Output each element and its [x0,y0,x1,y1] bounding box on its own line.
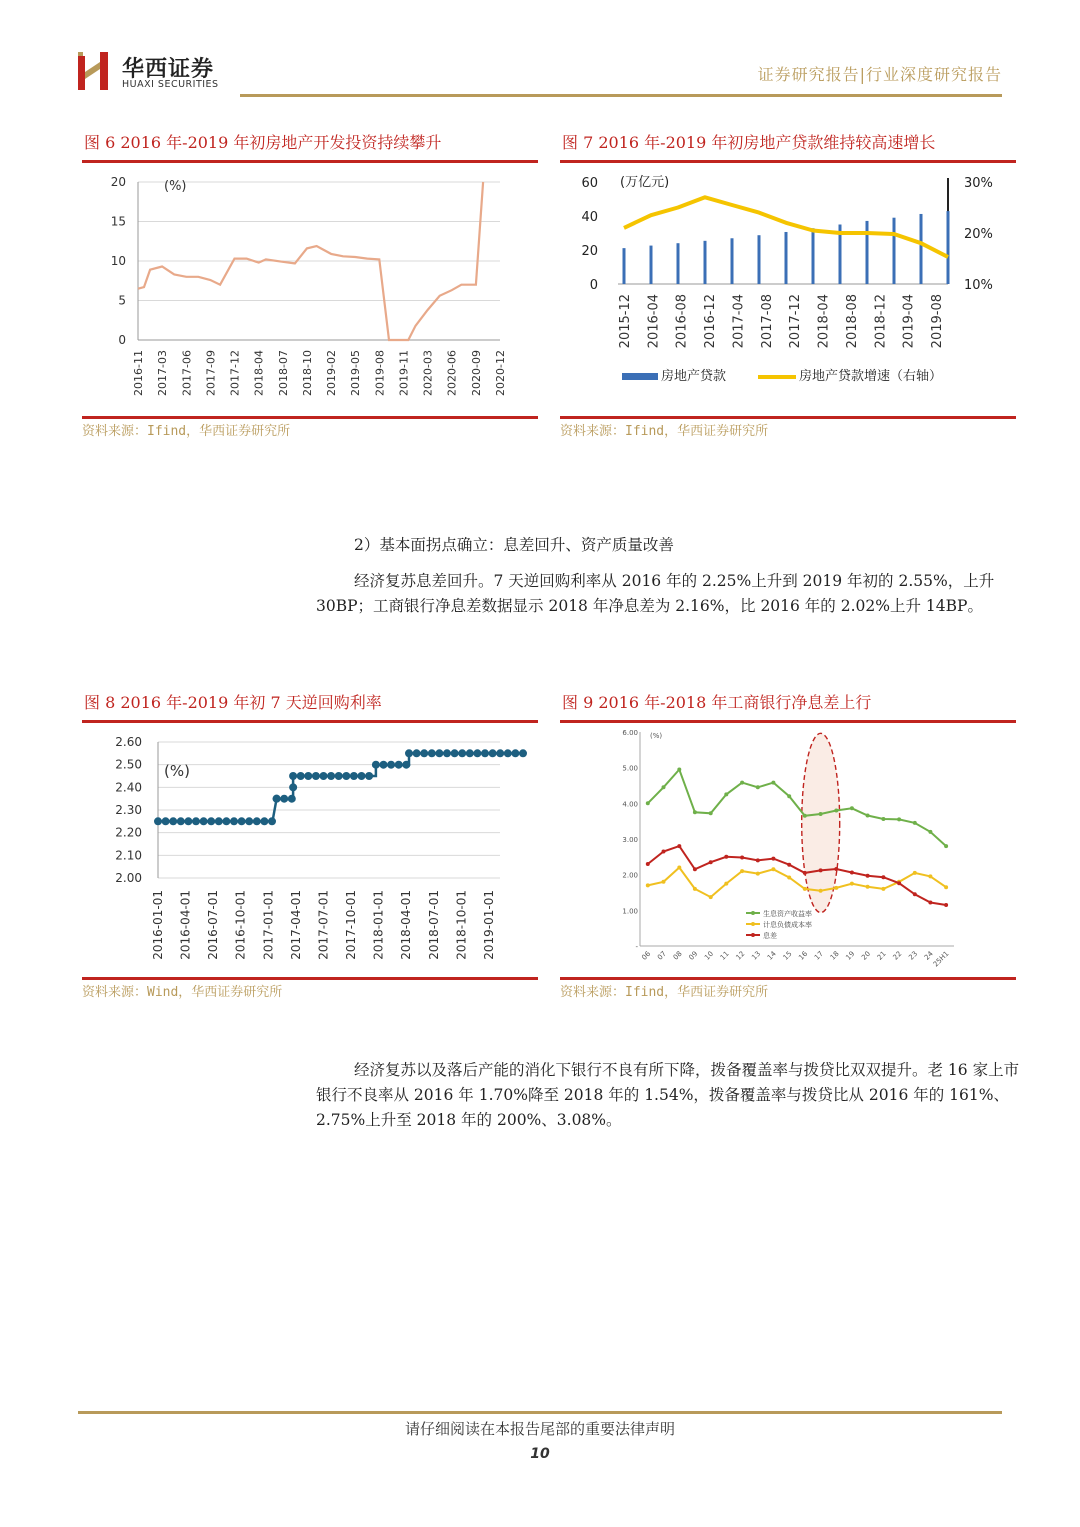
fig9-marker [803,871,807,875]
fig6-ytick-label: 5 [118,293,126,308]
fig6-ytick-label: 0 [118,333,126,347]
fig8-marker [268,817,276,825]
fig8-marker [304,772,312,780]
fig6-title-rule [82,160,538,163]
fig6-xtick-label: 2017-03 [156,350,170,396]
fig8-marker [192,817,200,825]
fig7-bar [650,246,653,284]
fig8-xtick-label: 2018-10-01 [454,890,469,960]
fig8-marker [245,817,253,825]
fig8-marker [504,749,512,757]
fig8-unit-label: (%) [164,762,190,780]
fig8-marker [365,772,373,780]
fig7-xtick-label: 2019-08 [930,294,945,349]
fig9-marker [693,887,697,891]
fig7-xtick-label: 2017-12 [788,294,804,349]
fig9-marker [803,887,807,891]
huaxi-logo-icon [78,52,112,90]
fig8-ytick-label: 2.50 [115,757,142,772]
fig7-bar [623,248,626,284]
fig9-marker [740,856,744,860]
fig7-bar [704,241,707,284]
fig9-xtick-label: 16 [797,949,810,962]
fig8-marker [273,795,281,803]
fig8-marker [402,761,410,769]
fig8-marker [162,817,170,825]
fig8-marker [519,749,527,757]
fig9-xtick-label: 23 [907,949,920,962]
fig9-marker [693,867,697,871]
fig9-marker [646,883,650,887]
fig9-marker [646,862,650,866]
fig6-xtick-label: 2019-08 [373,350,387,396]
fig7-legend-label-bar: 房地产贷款 [661,369,727,384]
fig9-xtick-label: 25H1 [931,949,951,969]
company-name-cn: 华西证券 [122,56,215,82]
fig8-marker [297,772,305,780]
fig8-marker [200,817,208,825]
fig7-bar [785,232,788,284]
fig8-chart [82,728,538,968]
fig9-xtick-label: 18 [828,949,841,962]
fig9-marker [724,882,728,886]
fig9-marker [771,867,775,871]
fig7-title-rule [560,160,1016,163]
fig8-xtick-label: 2018-04-01 [399,890,414,960]
fig9-ytick-label: 3.00 [622,836,638,844]
fig9-marker [913,892,917,896]
fig9-marker [866,885,870,889]
fig8-marker [372,761,380,769]
fig6-bottom-rule [82,416,538,419]
fig9-bottom-rule [560,977,1016,980]
fig9-marker [787,794,791,798]
fig6-ytick-label: 15 [110,214,126,229]
fig9-ytick-label: - [635,943,638,951]
fig9-marker [803,814,807,818]
fig7-ytick-left: 60 [581,176,598,191]
fig7-ytick-left: 20 [581,244,598,259]
fig9-marker [850,882,854,886]
fig7-ytick-right: 30% [964,176,993,191]
fig8-xtick-label: 2018-01-01 [371,890,386,960]
fig7-ytick-left: 0 [589,278,598,293]
fig9-series-line [648,846,946,905]
fig8-source: 资料来源：Wind，华西证券研究所 [82,985,283,1000]
fig9-marker [662,850,666,854]
fig8-marker [405,749,413,757]
fig8-xtick-label: 2019-01-01 [481,890,496,960]
fig9-series-line [648,770,946,847]
fig9-marker [881,875,885,879]
fig9-marker [881,887,885,891]
fig7-bar [920,214,923,284]
fig9-marker [709,860,713,864]
fig8-xtick-label: 2018-07-01 [426,890,441,960]
fig6-xtick-label: 2020-12 [494,350,507,396]
fig6-chart [82,168,538,408]
company-name-en: HUAXI SECURITIES [122,79,219,90]
fig8-xtick-label: 2016-04-01 [178,890,193,960]
fig6-xtick-label: 2018-04 [252,350,266,396]
fig9-marker [928,874,932,878]
fig7-chart [560,168,1016,408]
paragraph-asset-quality: 经济复苏以及落后产能的消化下银行不良有所下降，拨备覆盖率与拨贷比双双提升。老 16 家上市银行不良率从 2016 年 1.70%降至 2018 年的 1.54%，拨备覆盖率与拨贷比从 2016 年的 161%、2.75%上升至 2018 年的 200%、3.08%。 [316,1061,1020,1129]
fig9-legend-label: 生息资产收益率 [763,910,812,918]
fig9-legend-label: 计息负债成本率 [763,921,812,929]
fig9-marker [740,781,744,785]
page-number: 10 [530,1446,550,1462]
fig9-xtick-label: 12 [734,949,747,962]
fig8-marker [222,817,230,825]
fig6-source: 资料来源：Ifind，华西证券研究所 [82,424,291,439]
fig7-ytick-right: 20% [964,227,993,242]
fig9-xtick-label: 13 [750,949,763,962]
fig7-xtick-label: 2017-08 [759,294,775,349]
fig9-marker [850,806,854,810]
fig9-marker [646,801,650,805]
fig7-bar [812,228,815,284]
fig8-marker [253,817,261,825]
fig9-marker [928,830,932,834]
fig8-marker [215,817,223,825]
fig8-marker [496,749,504,757]
fig7-bar [731,238,734,284]
fig6-unit-label: (%) [164,179,187,194]
fig9-title: 图 9 2016 年-2018 年工商银行净息差上行 [562,693,872,712]
fig8-marker [451,749,459,757]
fig6-xtick-label: 2020-03 [421,350,435,396]
fig8-ytick-label: 2.60 [115,735,142,749]
fig8-marker [184,817,192,825]
fig9-marker [866,874,870,878]
fig8-marker [320,772,328,780]
fig6-xtick-label: 2019-11 [397,350,411,396]
fig8-marker [458,749,466,757]
fig8-ytick-label: 2.00 [115,871,142,885]
fig8-marker [260,817,268,825]
fig9-xtick-label: 20 [860,949,873,962]
fig7-xtick-label: 2018-04 [816,294,832,349]
fig9-marker [944,885,948,889]
fig9-legend-marker [751,922,755,926]
fig7-source: 资料来源：Ifind，华西证券研究所 [560,424,769,439]
fig8-marker [289,772,297,780]
fig9-marker [662,880,666,884]
fig9-ytick-label: 1.00 [622,907,638,916]
fig8-marker [435,749,443,757]
fig9-marker [881,817,885,821]
fig6-xtick-label: 2020-09 [469,350,483,396]
fig9-highlight-ellipse [802,733,840,912]
fig9-source: 资料来源：Ifind，华西证券研究所 [560,985,769,1000]
fig6-ytick-label: 20 [110,175,126,189]
fig8-marker [428,749,436,757]
fig9-marker [866,814,870,818]
fig7-xtick-label: 2016-12 [703,294,719,349]
fig7-ytick-right: 10% [964,278,993,293]
fig8-marker [489,749,497,757]
fig7-xtick-label: 2018-12 [873,294,889,349]
fig9-marker [724,855,728,859]
fig8-title-rule [82,720,538,723]
fig9-title-rule [560,720,1016,723]
fig6-xtick-label: 2017-12 [228,350,242,396]
fig9-xtick-label: 17 [812,949,825,962]
fig8-marker [380,761,388,769]
fig9-marker [928,901,932,905]
fig7-bottom-rule [560,416,1016,419]
fig9-marker [662,785,666,789]
fig9-legend-label: 息差 [763,932,777,940]
fig8-bottom-rule [82,977,538,980]
fig8-marker [327,772,335,780]
fig7-ytick-left: 40 [581,210,598,225]
fig8-marker [350,772,358,780]
fig9-xtick-label: 10 [703,949,716,962]
fig9-marker [819,889,823,893]
fig8-marker [312,772,320,780]
paragraph-margin: 经济复苏息差回升。7 天逆回购利率从 2016 年的 2.25%上升到 2019 年初的 2.55%，上升 30BP；工商银行净息差数据显示 2018 年净息差为 2.16%，比 2016 年的 2.02%上升 14BP。 [316,572,995,615]
fig8-marker [395,761,403,769]
fig8-marker [177,817,185,825]
fig6-xtick-label: 2020-06 [445,350,459,396]
fig9-marker [677,866,681,870]
fig6-xtick-label: 2017-09 [204,350,218,396]
fig8-marker [342,772,350,780]
fig7-xtick-label: 2017-04 [731,294,747,349]
fig9-marker [834,809,838,813]
fig9-marker [693,810,697,814]
fig9-series-line [648,868,946,898]
fig8-marker [466,749,474,757]
fig7-legend-swatch-bar [622,373,658,380]
fig8-ytick-label: 2.20 [115,825,142,840]
fig8-xtick-label: 2016-07-01 [206,890,221,960]
fig6-xtick-label: 2017-06 [180,350,194,396]
document-type: 证券研究报告|行业深度研究报告 [757,65,1002,84]
fig7-bar [893,218,896,284]
fig8-marker [473,749,481,757]
fig6-xtick-label: 2018-10 [300,350,314,396]
fig8-xtick-label: 2017-01-01 [261,890,276,960]
fig9-marker [677,768,681,772]
fig8-marker [230,817,238,825]
fig9-xtick-label: 22 [891,949,904,962]
fig8-title: 图 8 2016 年-2019 年初 7 天逆回购利率 [84,693,382,712]
fig8-marker [169,817,177,825]
fig9-marker [756,785,760,789]
fig8-marker [420,749,428,757]
fig9-marker [787,863,791,867]
fig7-unit-label: (万亿元) [620,175,670,190]
fig9-xtick-label: 15 [781,949,794,962]
fig9-marker [913,821,917,825]
fig7-title: 图 7 2016 年-2019 年初房地产贷款维持较高速增长 [562,133,936,152]
fig8-marker [387,761,395,769]
fig8-marker [280,795,288,803]
fig9-xtick-label: 19 [844,949,857,962]
fig9-ytick-label: 2.00 [622,871,638,880]
fig9-marker [709,811,713,815]
header-divider [240,94,1002,97]
fig9-marker [771,857,775,861]
fig9-xtick-label: 09 [687,949,700,962]
fig6-xtick-label: 2019-05 [349,350,363,396]
fig8-ytick-label: 2.10 [115,848,142,863]
fig9-marker [740,869,744,873]
fig9-marker [834,867,838,871]
fig8-marker [413,749,421,757]
fig9-unit-label: (%) [650,732,663,740]
fig8-marker [238,817,246,825]
fig8-xtick-label: 2017-10-01 [344,890,359,960]
fig9-marker [819,868,823,872]
fig9-xtick-label: 21 [875,949,888,962]
fig7-legend-label-line: 房地产贷款增速（右轴） [799,369,943,384]
fig8-marker [511,749,519,757]
fig7-xtick-label: 2016-08 [674,294,690,349]
footer-divider [78,1411,1002,1414]
fig6-title: 图 6 2016 年-2019 年初房地产开发投资持续攀升 [84,133,442,152]
fig9-marker [834,886,838,890]
fig9-ytick-label: 5.00 [622,764,638,773]
fig7-xtick-label: 2016-04 [646,294,662,349]
fig8-ytick-label: 2.40 [115,780,142,795]
fig6-xtick-label: 2019-02 [325,350,339,396]
fig7-bar [947,211,950,284]
fig9-xtick-label: 11 [718,949,731,962]
fig8-marker [154,817,162,825]
fig7-bar [866,221,869,284]
fig9-marker [913,871,917,875]
fig9-ytick-label: 4.00 [622,800,638,809]
fig9-marker [724,792,728,796]
fig9-marker [819,812,823,816]
fig8-ytick-label: 2.30 [115,803,142,817]
fig9-marker [897,881,901,885]
fig9-xtick-label: 06 [640,949,653,962]
fig9-xtick-label: 08 [671,949,684,962]
fig9-marker [850,871,854,875]
fig8-marker [288,795,296,803]
fig8-marker [481,749,489,757]
fig9-marker [897,817,901,821]
fig9-ytick-label: 6.00 [622,729,638,737]
fig9-marker [944,903,948,907]
fig9-xtick-label: 24 [922,949,935,962]
fig6-ytick-label: 10 [110,254,126,268]
fig9-marker [787,876,791,880]
fig7-xtick-label: 2018-08 [844,294,860,349]
fig6-xtick-label: 2016-11 [132,350,145,396]
fig8-marker [443,749,451,757]
fig9-legend-marker [751,911,755,915]
fig8-marker [335,772,343,780]
fig9-marker [677,844,681,848]
fig9-marker [709,895,713,899]
fig7-bar [758,235,761,284]
fig9-xtick-label: 14 [765,949,778,962]
fig8-marker [358,772,366,780]
fig7-bar [677,243,680,284]
fig9-legend-marker [751,933,755,937]
fig9-xtick-label: 07 [655,949,668,962]
fig8-xtick-label: 2016-10-01 [233,890,248,960]
fig9-marker [771,781,775,785]
fig8-marker [289,783,297,791]
fig9-chart [560,724,1016,970]
legal-notice: 请仔细阅读在本报告尾部的重要法律声明 [404,1420,675,1438]
fig9-marker [756,872,760,876]
fig7-xtick-label: 2015-12 [618,294,633,349]
fig8-xtick-label: 2017-04-01 [288,890,303,960]
fig8-marker [207,817,215,825]
fig8-xtick-label: 2016-01-01 [151,890,165,960]
section-heading: 2）基本面拐点确立：息差回升、资产质量改善 [354,536,674,554]
fig9-marker [944,844,948,848]
fig9-marker [756,858,760,862]
fig6-xtick-label: 2018-07 [276,350,290,396]
fig7-xtick-label: 2019-04 [901,294,917,349]
fig8-xtick-label: 2017-07-01 [316,890,331,960]
